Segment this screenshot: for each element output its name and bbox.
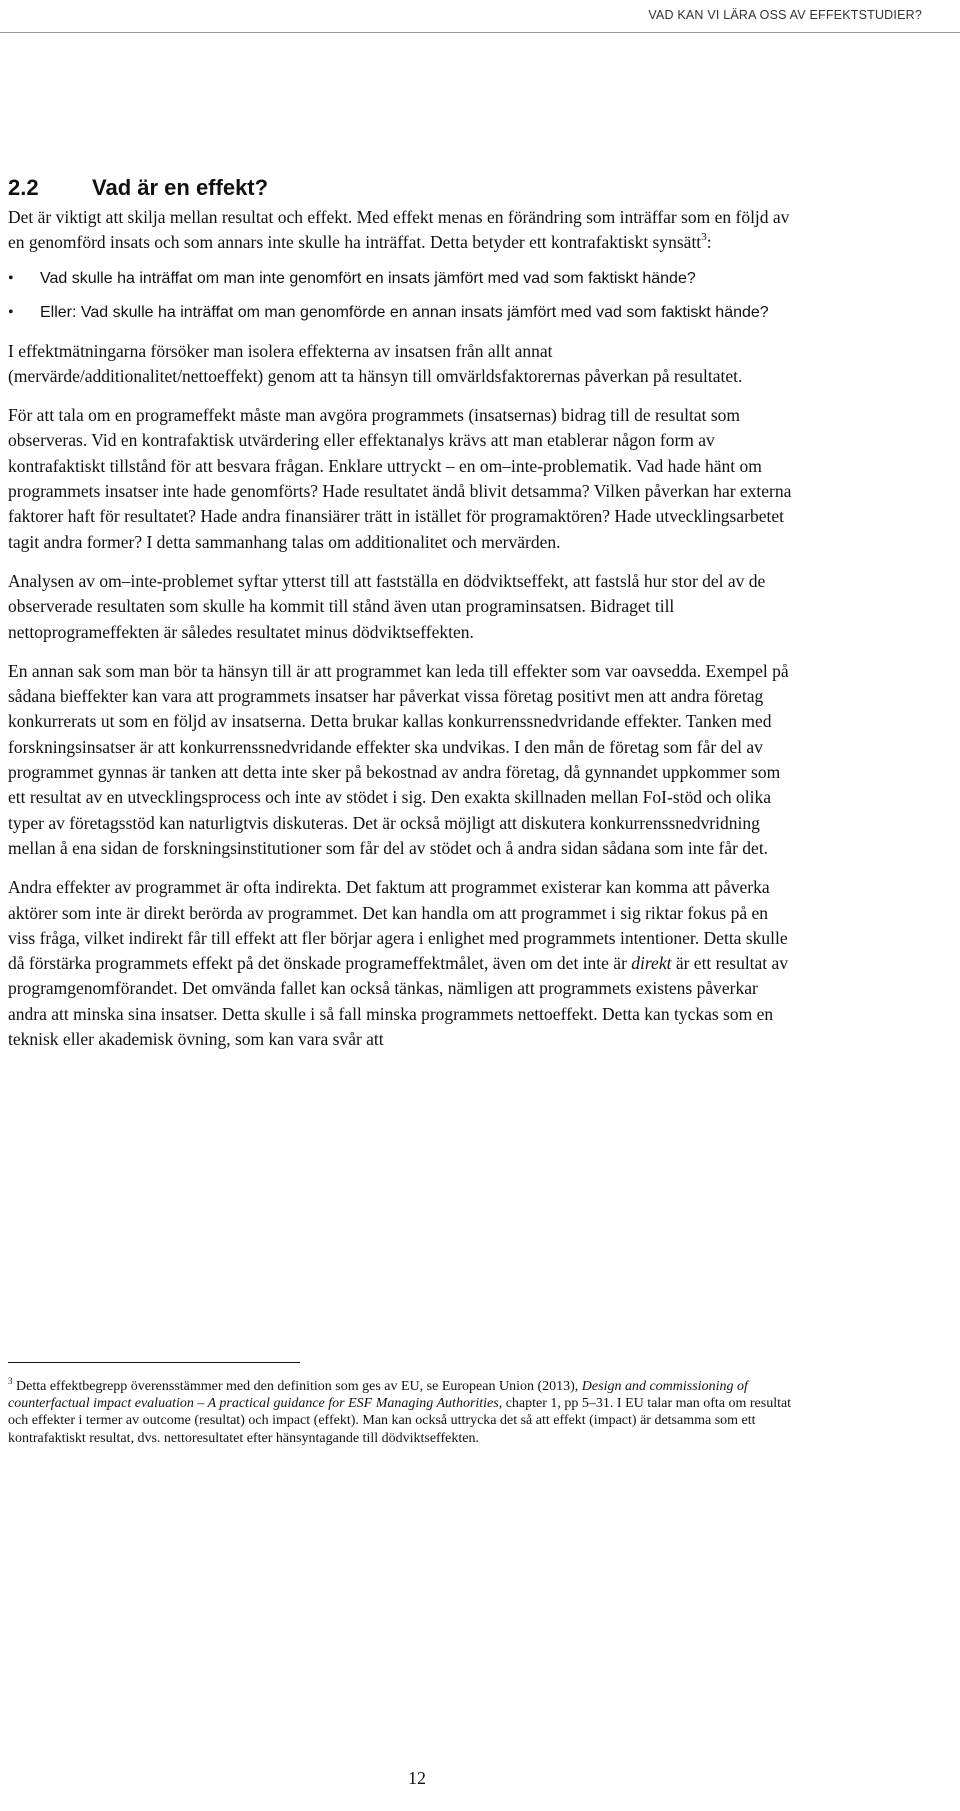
paragraph-effect-measurement: I effektmätningarna försöker man isolera effekterna av insatsen från allt annat (mervärde/additionalitet/nettoeffekt) genom att ta hänsyn till omvärldsfaktorernas påverkan på resultatet. — [8, 340, 743, 386]
section-number: 2.2 — [8, 175, 39, 200]
section-heading — [8, 172, 798, 204]
page-body — [8, 172, 798, 1066]
paragraph-deadweight: Analysen av om–inte-problemet syftar ytterst till att fastställa en dödviktseffekt, att fastslå hur stor del av de observerade resultaten som skulle ha kommit till stånd även utan programinsatsen. Bidraget till nettoprogrameffekten är således resultatet minus dödviktseffekten. — [8, 570, 766, 642]
footnote-text-a: Detta effektbegrepp överensstämmer med den definition som ges av EU, se European Union (2013), — [12, 1379, 582, 1394]
intro-text: Det är viktigt att skilja mellan resultat och effekt. Med effekt menas en förändring som inträffar som en följd av en genomförd insats och som annars inte skulle ha inträffat. Detta betyder ett kontrafaktiskt synsätt — [8, 207, 790, 253]
footnote-divider — [8, 1362, 300, 1363]
emphasis-direkt: direkt — [631, 953, 672, 974]
paragraph-program-effect: För att tala om en programeffekt måste man avgöra programmets (insatsernas) bidrag till de resultat som observeras. Vid en kontrafaktisk utvärdering eller effektanalys krävs att man etablerar någon form av kontrafaktiskt tillstånd för att besvara frågan. Enklare uttryckt – en om–inte-problematik. Vad hade hänt om programmets insatser inte hade genomförts? Hade resultatet ändå blivit detsamma? Vilken påverkan har externa faktorer haft för resultatet? Hade andra finansiärer trätt in istället för programaktören? Hade utvecklingsarbetet tagit andra former? I detta sammanhang talas om additionalitet och mervärden. — [8, 405, 792, 552]
paragraph-indirect-text-b: är ett resultat av programgenomförandet. Det omvända fallet kan också tänkas, nämligen att programmets existens påverkar andra att minska sina insatser. Detta skulle i så fall minska programmets nettoeffekt. Detta kan tyckas som en teknisk eller akademisk övning, som kan vara svår att — [8, 953, 789, 1050]
footnote — [8, 1378, 808, 1447]
footnote-number: 3 — [8, 1376, 13, 1386]
footnote-reference: 3 — [701, 231, 707, 244]
section-title: Vad är en effekt? — [92, 175, 269, 200]
paragraph-indirect-text-a: Andra effekter av programmet är ofta indirekta. Det faktum att programmet existerar kan komma att påverka aktörer som inte är direkt berörda av programmet. Det kan handla om att programmet i sig riktar fokus på en viss fråga, vilket indirekt får till effekt att fler börjar agera i enlighet med programmets intentioner. Detta skulle då förstärka programmets effekt på det önskade programeffektmålet, även om det inte är — [8, 877, 788, 974]
bullet-icon: • — [8, 304, 14, 322]
intro-tail: : — [706, 232, 712, 253]
list-item-text: Vad skulle ha inträffat om man inte genomfört en insats jämfört med vad som faktiskt hände? — [40, 269, 696, 287]
list-item — [8, 266, 798, 292]
intro-paragraph — [8, 205, 798, 256]
running-header — [0, 0, 960, 33]
list-item-text: Eller: Vad skulle ha inträffat om man genomförde en annan insats jämfört med vad som faktiskt hände? — [40, 304, 769, 322]
footnote-citation-title: Design and commissioning of counterfactual impact evaluation – A practical guidance for ESF Managing Authorities — [8, 1379, 748, 1412]
running-header-title: VAD KAN VI LÄRA OSS AV EFFEKTSTUDIER? — [648, 8, 922, 22]
bullet-icon: • — [8, 269, 14, 287]
page-number: 12 — [408, 1768, 426, 1788]
question-list — [8, 266, 798, 326]
footnote-text-b: , chapter 1, pp 5–31. I EU talar man ofta om resultat och effekter i termer av outcome (resultat) och impact (effekt). Man kan också uttrycka det så att effekt (impact) är detsamma som ett kontrafaktiskt resultat, dvs. nettoresultatet efter hänsyntagande till dödviktseffekten. — [8, 1396, 792, 1446]
list-item — [8, 300, 798, 326]
paragraph-indirect-effects — [8, 875, 798, 1052]
paragraph-side-effects: En annan sak som man bör ta hänsyn till är att programmet kan leda till effekter som var oavsedda. Exempel på sådana bieffekter kan vara att programmets insatser har påverkat vissa företag positivt men att andra företag konkurrerats ut som en följd av insatserna. Detta brukar kallas konkurrenssnedvridande effekter. Tanken med forskningsinsatser är att konkurrenssnedvridande effekter ska undvikas. I den mån de företag som får del av programmet gynnas är tanken att detta inte sker på bekostnad av andra företag, då gynnandet uppkommer som ett resultat av en utvecklingsprocess och inte av stödet i sig. Den exakta skillnaden mellan FoI-stöd och olika typer av företagsstöd kan naturligtvis diskuteras. Det är också möjligt att diskutera konkurrenssnedvridning mellan å ena sidan de forskningsinstitutioner som får del av stödet och å andra sidan sådana som inte får det. — [8, 660, 789, 858]
